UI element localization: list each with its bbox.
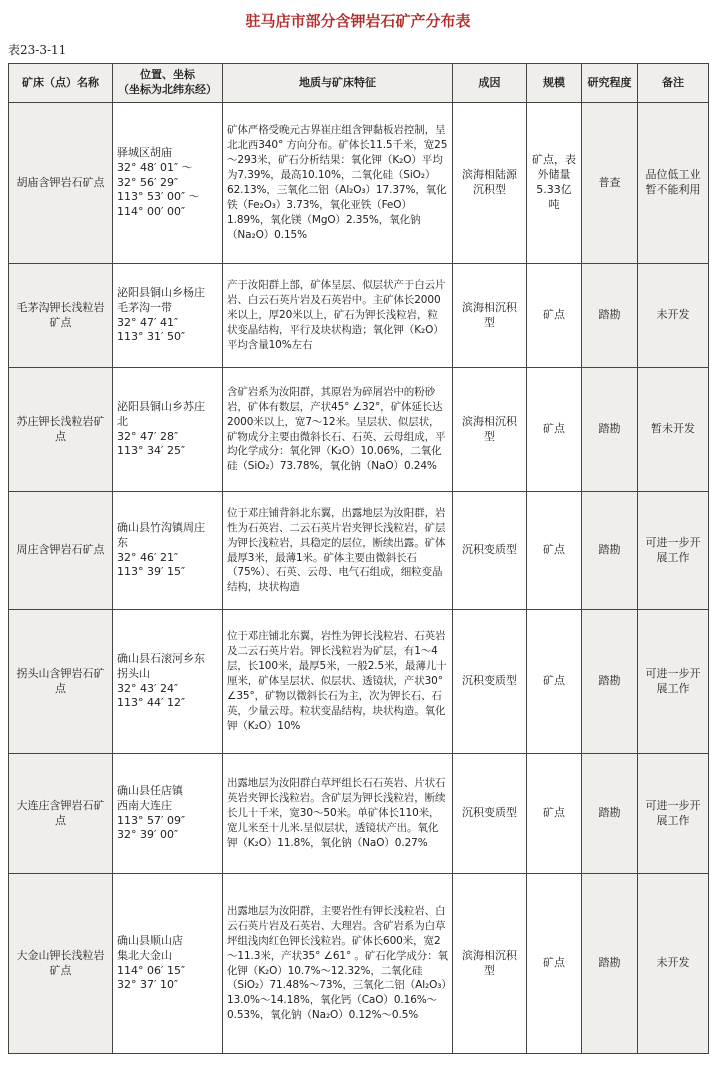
deposit-name: 大连庄含钾岩石矿点 xyxy=(9,754,113,874)
location-line: 113° 57′ 09″ xyxy=(117,813,186,827)
deposit-scale: 矿点 xyxy=(527,874,582,1054)
deposit-geology: 含矿岩系为汝阳群，其原岩为碎屑岩中的粉砂岩，矿体有数层，产状45° ∠32°，矿体延长达2000米以上，宽7～12米。呈层状、似层状，矿物成分主要由微斜长石、石英、云母组成，平均化学成分：氧化钾（K₂O）10.06%，二氧化硅（SiO₂）73.78%，氧化钠（NaO）0.24% xyxy=(223,368,453,492)
deposit-name: 毛茅沟钾长浅粒岩矿点 xyxy=(9,264,113,368)
deposit-research: 踏勘 xyxy=(582,754,638,874)
deposit-research: 踏勘 xyxy=(582,492,638,610)
deposit-location xyxy=(113,492,223,610)
location-line: 拐头山 xyxy=(117,666,150,680)
table-header-row xyxy=(9,64,709,103)
deposit-research: 踏勘 xyxy=(582,368,638,492)
table-row xyxy=(9,492,709,610)
location-line: 集北大金山 xyxy=(117,948,172,962)
deposit-scale: 矿点 xyxy=(527,492,582,610)
table-row xyxy=(9,754,709,874)
table-row xyxy=(9,610,709,754)
header-note: 备注 xyxy=(638,64,709,103)
deposit-name: 周庄含钾岩石矿点 xyxy=(9,492,113,610)
table-row xyxy=(9,368,709,492)
header-geology: 地质与矿床特征 xyxy=(223,64,453,103)
location-line: 113° 34′ 25″ xyxy=(117,444,186,458)
deposit-name: 苏庄钾长浅粒岩矿点 xyxy=(9,368,113,492)
deposit-cause: 滨海相沉积型 xyxy=(453,264,527,368)
location-line: 32° 43′ 24″ xyxy=(117,681,179,695)
table-row xyxy=(9,264,709,368)
deposit-scale: 矿点 xyxy=(527,264,582,368)
deposit-cause: 滨海相陆源沉积型 xyxy=(453,103,527,264)
location-line: 32° 37′ 10″ xyxy=(117,978,179,992)
location-line: 113° 39′ 15″ xyxy=(117,565,186,579)
table-row xyxy=(9,874,709,1054)
deposit-table xyxy=(8,63,709,1054)
header-location xyxy=(113,64,223,103)
deposit-location xyxy=(113,103,223,264)
deposit-note: 可进一步开展工作 xyxy=(638,754,709,874)
deposit-geology: 产于汝阳群上部，矿体呈层、似层状产于白云片岩、白云石英片岩及石英岩中。主矿体长2000米以上，厚20米以上，矿石为钾长浅粒岩，粒状变晶结构，平行及块状构造；氧化钾（K₂O）平均含量10%左右 xyxy=(223,264,453,368)
deposit-cause: 滨海相沉积型 xyxy=(453,874,527,1054)
location-line: 确山县顺山店 xyxy=(117,933,183,947)
location-line: 泌阳县铜山乡杨庄 xyxy=(117,285,205,299)
deposit-note: 未开发 xyxy=(638,264,709,368)
deposit-location xyxy=(113,368,223,492)
location-line: 113° 53′ 00″ ～ xyxy=(117,190,200,204)
deposit-location xyxy=(113,610,223,754)
header-location-line1: 位置、坐标 xyxy=(140,68,195,82)
deposit-note: 品位低工业暂不能利用 xyxy=(638,103,709,264)
table-row xyxy=(9,103,709,264)
deposit-cause: 沉积变质型 xyxy=(453,754,527,874)
location-line: 32° 47′ 41″ xyxy=(117,315,179,329)
header-research: 研究程度 xyxy=(582,64,638,103)
deposit-note: 可进一步开展工作 xyxy=(638,610,709,754)
header-location-line2: （坐标为北纬东经） xyxy=(118,83,217,96)
deposit-cause: 沉积变质型 xyxy=(453,492,527,610)
header-cause: 成因 xyxy=(453,64,527,103)
deposit-scale: 矿点 xyxy=(527,754,582,874)
deposit-research: 踏勘 xyxy=(582,264,638,368)
table-number: 表23-3-11 xyxy=(8,43,67,57)
header-name: 矿床（点）名称 xyxy=(9,64,113,103)
location-line: 毛茅沟一带 xyxy=(117,300,172,314)
location-line: 114° 00′ 00″ xyxy=(117,205,186,219)
deposit-note: 暂未开发 xyxy=(638,368,709,492)
location-line: 泌阳县铜山乡苏庄 xyxy=(117,399,205,413)
deposit-name: 胡庙含钾岩石矿点 xyxy=(9,103,113,264)
deposit-research: 踏勘 xyxy=(582,874,638,1054)
location-line: 北 xyxy=(117,414,128,428)
deposit-geology: 矿体严格受晚元古界崔庄组含钾黏板岩控制，呈北北西340° 方向分布。矿体长11.5千米，宽25～293米，矿石分析结果：氧化钾（K₂O）平均为7.39%，最高10.10%，二氧化硅（SiO₂）62.13%，三氧化二铝（Al₂O₃）17.37%，氧化铁（Fe₂O₃）3.73%，氧化亚铁（FeO）1.89%，氧化镁（MgO）2.35%，氧化钠（Na₂O）0.15% xyxy=(223,103,453,264)
deposit-geology: 出露地层为汝阳群白草坪组长石石英岩、片状石英岩夹钾长浅粒岩。含矿层为钾长浅粒岩，断续长儿十千米，宽30～50米。单矿体长110米，宽儿米至十儿米.呈似层状，透镜状产出。氧化钾（K₂O）11.8%，氧化钠（NaO）0.27% xyxy=(223,754,453,874)
location-line: 32° 39′ 00″ xyxy=(117,828,179,842)
deposit-geology: 出露地层为汝阳群，主要岩性有钾长浅粒岩、白云石英片岩及石英岩、大理岩。含矿岩系为白草坪组浅肉红色钾长浅粒岩。矿体长600米，宽2～11.3米，产状35° ∠61° 。矿石化学成分：氧化钾（K₂O）10.7%～12.32%，二氧化硅（SiO₂）71.48%～73%，三氧化二铝（Al₂O₃）13.0%～14.18%，氧化钙（CaO）0.16%～0.53%，氧化钠（Na₂O）0.12%～0.5% xyxy=(223,874,453,1054)
deposit-name: 拐头山含钾岩石矿点 xyxy=(9,610,113,754)
deposit-cause: 沉积变质型 xyxy=(453,610,527,754)
location-line: 32° 47′ 28″ xyxy=(117,429,179,443)
location-line: 确山县石滚河乡东 xyxy=(117,651,205,665)
location-line: 确山县竹沟镇周庄 xyxy=(117,520,205,534)
deposit-note: 可进一步开展工作 xyxy=(638,492,709,610)
location-line: 113° 44′ 12″ xyxy=(117,696,186,710)
deposit-cause: 滨海相沉积型 xyxy=(453,368,527,492)
page-title: 驻马店市部分含钾岩石矿产分布表 xyxy=(245,12,471,30)
deposit-scale: 矿点 xyxy=(527,368,582,492)
deposit-research: 普查 xyxy=(582,103,638,264)
deposit-location xyxy=(113,874,223,1054)
deposit-location xyxy=(113,754,223,874)
deposit-research: 踏勘 xyxy=(582,610,638,754)
location-line: 32° 56′ 29″ xyxy=(117,175,179,189)
location-line: 东 xyxy=(117,535,128,549)
deposit-scale: 矿点，表外储量5.33亿吨 xyxy=(527,103,582,264)
deposit-scale: 矿点 xyxy=(527,610,582,754)
location-line: 驿城区胡庙 xyxy=(117,145,172,159)
header-scale: 规模 xyxy=(527,64,582,103)
deposit-geology: 位于邓庄铺背斜北东翼，出露地层为汝阳群，岩性为石英岩、二云石英片岩夹钾长浅粒岩，矿层为钾长浅粒岩，具稳定的层位，断续出露。矿体最厚3米，最薄1米。矿体主要由微斜长石（75%）、石英、云母、电气石组成，细粒变晶结构，块状构造 xyxy=(223,492,453,610)
location-line: 32° 46′ 21″ xyxy=(117,550,179,564)
deposit-note: 未开发 xyxy=(638,874,709,1054)
location-line: 确山县任店镇 xyxy=(117,783,183,797)
location-line: 113° 31′ 50″ xyxy=(117,330,186,344)
location-line: 西南大连庄 xyxy=(117,798,172,812)
location-line: 114° 06′ 15″ xyxy=(117,963,186,977)
deposit-name: 大金山钾长浅粒岩矿点 xyxy=(9,874,113,1054)
deposit-location xyxy=(113,264,223,368)
location-line: 32° 48′ 01″ ～ xyxy=(117,160,193,174)
deposit-geology: 位于邓庄铺北东翼，岩性为钾长浅粒岩、石英岩及二云石英片岩。钾长浅粒岩为矿层，有1～4层，长100米，最厚5米，一般2.5米，最薄儿十厘米，矿体呈层状、似层状、透镜状，产状30° ∠35°，矿物以微斜长石为主，次为钾长石、石英，少量云母。粒状变晶结构，块状构造。氧化钾（K₂O）10% xyxy=(223,610,453,754)
